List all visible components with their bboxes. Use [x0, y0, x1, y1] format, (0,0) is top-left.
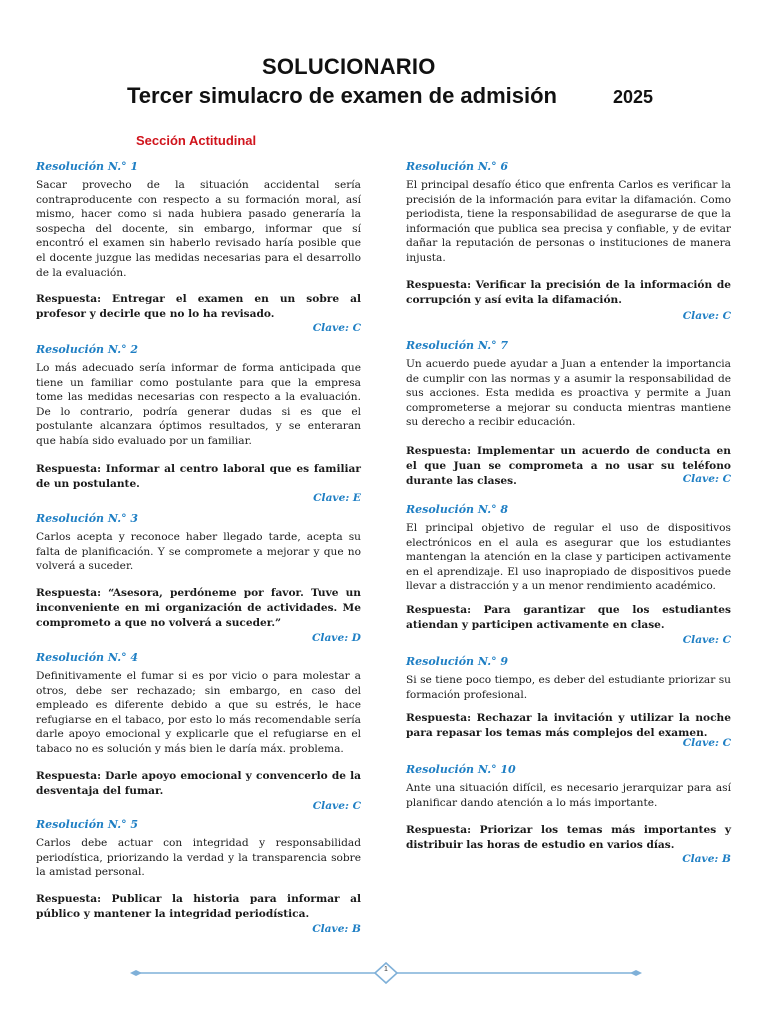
resolution-key: Clave: B: [682, 853, 731, 865]
resolution-body: Carlos debe actuar con integridad y responsabilidad periodística, priorizando la verdad y la transparencia sobre la amistad personal.: [36, 837, 361, 879]
resolution-answer: Respuesta: Rechazar la invitación y utilizar la noche para repasar los temas más complejos del examen.: [406, 712, 731, 740]
resolution-10: [406, 763, 731, 865]
resolution-answer: Respuesta: Para garantizar que los estudiantes atiendan y participen activamente en clase.: [406, 603, 731, 631]
document-subtitle: Tercer simulacro de examen de admisión: [127, 83, 557, 108]
resolution-3: [36, 512, 361, 644]
section-title: Sección Actitudinal: [136, 133, 257, 148]
page-number: 1: [384, 966, 388, 973]
resolution-5: [36, 818, 361, 935]
resolution-body: El principal objetivo de regular el uso de dispositivos electrónicos en el aula es asegurar que los estudiantes mantengan la atención en la clase y participen activamente en el aprendizaje. El uso inapropiado de dispositivos puede llevar a distracción y a un menor rendimiento académico.: [406, 522, 731, 593]
resolution-body: Definitivamente el fumar si es por vicio o para molestar a otros, debe ser rechazado; sin embargo, en caso del empleado es diferente debido a que su estrés, le hace refugiarse en el tabaco, por esto lo más recomendable sería darle apoyo emocional y explicarle que el refugiarse en el tabaco no es solución y más bien le daría máx. problema.: [36, 670, 361, 755]
resolution-key: Clave: C: [682, 737, 731, 749]
resolution-6: [406, 160, 731, 322]
resolution-body: El principal desafío ético que enfrenta Carlos es verificar la precisión de la información para evitar la difamación. Como periodista, tiene la responsabilidad de asegurarse de que la información que publica sea precisa y confiable, y de evitar dañar la reputación de personas o instituciones de manera injusta.: [406, 179, 731, 264]
resolution-body: Un acuerdo puede ayudar a Juan a entender la importancia de cumplir con las normas y a asumir la responsabilidad de sus acciones. Esta medida es proactiva y permite a Juan comprometerse a mejorar su conducta mientras mantiene su derecho a recibir educación.: [406, 358, 731, 429]
resolution-body: Carlos acepta y reconoce haber llegado tarde, acepta su falta de planificación. Y se compromete a mejorar y que no volverá a suceder.: [36, 531, 361, 573]
resolution-key: Clave: B: [312, 923, 361, 935]
resolution-key: Clave: E: [313, 492, 361, 504]
resolution-title: Resolución N.° 8: [406, 503, 509, 516]
resolution-answer: Respuesta: Darle apoyo emocional y convencerlo de la desventaja del fumar.: [36, 769, 361, 797]
resolution-answer: Respuesta: Priorizar los temas más importantes y distribuir las horas de estudio en varios días.: [406, 824, 731, 852]
resolution-key: Clave: C: [312, 800, 361, 812]
resolution-7: [406, 339, 731, 489]
resolution-4: [36, 651, 361, 812]
page-footer: [130, 962, 642, 986]
resolution-title: Resolución N.° 7: [406, 339, 509, 352]
resolution-body: Si se tiene poco tiempo, es deber del estudiante priorizar su formación profesional.: [406, 674, 731, 701]
resolution-title: Resolución N.° 4: [36, 651, 139, 664]
resolution-answer: Respuesta: Informar al centro laboral que es familiar de un postulante.: [36, 462, 361, 490]
resolution-1: [36, 160, 361, 334]
resolution-key: Clave: C: [682, 473, 731, 485]
resolution-body: Ante una situación difícil, es necesario jerarquizar para así planificar dando atención a lo más importante.: [406, 782, 731, 809]
resolution-title: Resolución N.° 6: [406, 160, 509, 173]
resolution-body: Lo más adecuado sería informar de forma anticipada que tiene un familiar como postulante para que la empresa tome las medidas necesarias con respecto a la evaluación. De lo contrario, podría generar dudas si es que el postulante alcanzara óptimos resultados, y se enteraran que había sido evaluado por un familiar.: [36, 362, 361, 447]
resolution-9: [406, 655, 731, 749]
resolution-answer: Respuesta: “Asesora, perdóneme por favor. Tuve un inconveniente en mi organización de actividades. Me comprometo a que no volverá a suceder.”: [36, 586, 361, 629]
document-title: SOLUCIONARIO: [262, 54, 436, 79]
resolution-title: Resolución N.° 9: [406, 655, 509, 668]
resolution-answer: Respuesta: Entregar el examen en un sobre al profesor y decirle que no lo ha revisado.: [36, 293, 361, 321]
resolution-answer: Respuesta: Implementar un acuerdo de conducta en el que Juan se comprometa a no usar su teléfono durante las clases.: [406, 444, 731, 487]
resolution-key: Clave: D: [311, 632, 361, 644]
resolution-2: [36, 343, 361, 504]
resolution-title: Resolución N.° 2: [36, 343, 139, 356]
document-year: 2025: [613, 87, 654, 107]
resolution-answer: Respuesta: Publicar la historia para informar al público y mantener la integridad periodística.: [36, 892, 361, 920]
resolution-title: Resolución N.° 10: [406, 763, 516, 776]
resolution-8: [406, 503, 731, 646]
resolution-key: Clave: C: [682, 310, 731, 322]
resolution-title: Resolución N.° 1: [36, 160, 139, 173]
resolution-body: Sacar provecho de la situación accidental sería contraproducente con respecto a su formación moral, así mismo, hacer como si nada hubiera pasado generaría la sospecha del docente, sin embargo, informar que sí encontró el examen sin haberlo revisado haría posible que el docente juzgue las medidas necesarias para el desarrollo de la evaluación.: [36, 179, 361, 279]
resolution-title: Resolución N.° 3: [36, 512, 139, 525]
resolution-title: Resolución N.° 5: [36, 818, 139, 831]
resolution-key: Clave: C: [682, 634, 731, 646]
resolution-key: Clave: C: [312, 322, 361, 334]
resolution-answer: Respuesta: Verificar la precisión de la información de corrupción y así evita la difamación.: [406, 278, 731, 306]
